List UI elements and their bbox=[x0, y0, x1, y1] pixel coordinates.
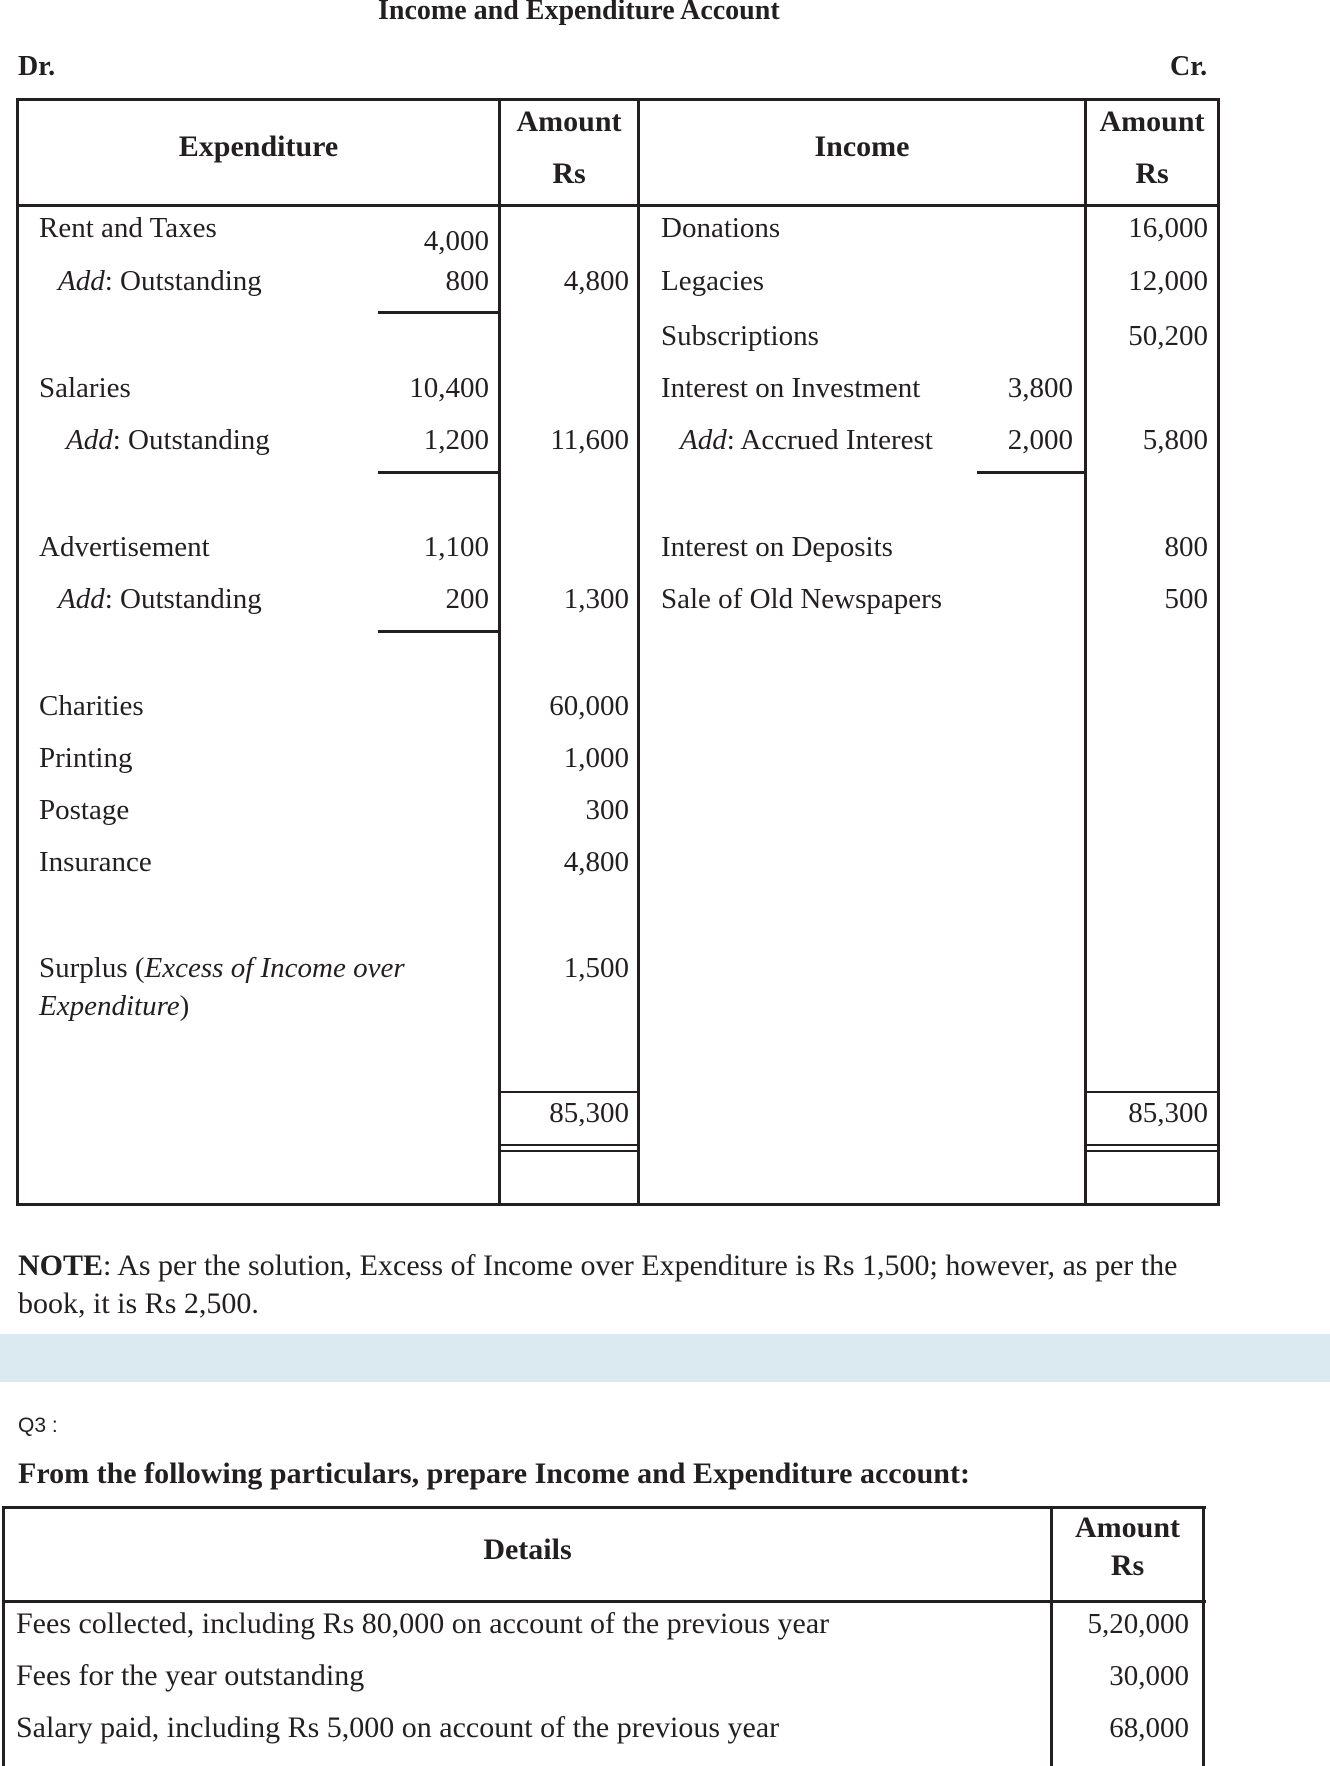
expenditure-row-total: 1,300 bbox=[563, 583, 629, 615]
rs-header: Rs bbox=[1110, 1549, 1145, 1582]
expenditure-row-label: Insurance bbox=[39, 846, 152, 878]
income-add-value: 2,000 bbox=[1007, 424, 1073, 456]
surplus-label-line2 bbox=[39, 988, 189, 1024]
surplus-text: ) bbox=[179, 990, 190, 1022]
income-row-total: 500 bbox=[1164, 583, 1208, 615]
table1-left-border bbox=[16, 98, 19, 1206]
surplus-total: 1,500 bbox=[563, 952, 629, 984]
total-double-rule bbox=[500, 1150, 637, 1152]
table1-col-divider bbox=[637, 98, 640, 1206]
note-line2: book, it is Rs 2,500. bbox=[18, 1287, 259, 1320]
income-row-total: 5,800 bbox=[1142, 424, 1208, 456]
income-row-label: Donations bbox=[661, 212, 781, 244]
subtotal-rule bbox=[378, 630, 498, 633]
expenditure-add-value: 1,200 bbox=[423, 424, 489, 456]
total-double-rule bbox=[500, 1144, 637, 1146]
surplus-italic-text: Expenditure bbox=[39, 990, 180, 1022]
add-text: : Outstanding bbox=[104, 265, 262, 297]
expenditure-row-total: 300 bbox=[585, 794, 629, 826]
table-row-detail: Fees collected, including Rs 80,000 on account of the previous year bbox=[16, 1607, 830, 1640]
table-row-amount: 68,000 bbox=[1109, 1712, 1189, 1744]
income-row-label: Subscriptions bbox=[661, 320, 819, 352]
note-text: : As per the solution, Excess of Income over Expenditure is Rs 1,500; however, as per the bbox=[103, 1249, 1178, 1282]
income-row-label: Interest on Deposits bbox=[661, 531, 893, 563]
total-double-rule bbox=[1086, 1144, 1217, 1146]
table1-right-border bbox=[1217, 98, 1220, 1206]
expenditure-row-total: 11,600 bbox=[550, 424, 629, 456]
income-row-total: 50,200 bbox=[1128, 320, 1208, 352]
amount-header: Amount bbox=[1074, 1511, 1180, 1544]
expenditure-row-total: 60,000 bbox=[549, 690, 629, 722]
table2-header-border bbox=[2, 1600, 1206, 1603]
expenditure-row-label: Postage bbox=[39, 794, 130, 826]
amount-header-right: Amount bbox=[1099, 105, 1205, 138]
surplus-text: Surplus ( bbox=[39, 952, 145, 984]
add-word: Add bbox=[66, 424, 113, 456]
table2-top-border bbox=[2, 1506, 1206, 1509]
expenditure-row-label: Advertisement bbox=[39, 531, 210, 563]
income-row-label: Sale of Old Newspapers bbox=[661, 583, 943, 615]
page-title: Income and Expenditure Account bbox=[378, 0, 780, 26]
add-text: : Outstanding bbox=[112, 424, 270, 456]
table-row-amount: 30,000 bbox=[1109, 1660, 1189, 1692]
expenditure-row-label: Charities bbox=[39, 690, 144, 722]
expenditure-row-value: 10,400 bbox=[409, 372, 489, 404]
expenditure-row-total: 1,000 bbox=[563, 742, 629, 774]
income-header: Income bbox=[814, 130, 910, 163]
amount-header-left: Amount bbox=[516, 105, 622, 138]
expenditure-add-line bbox=[58, 263, 262, 299]
income-row-label: Interest on Investment bbox=[661, 372, 921, 404]
note-line1 bbox=[18, 1248, 1177, 1284]
table2-right-border bbox=[1202, 1506, 1205, 1766]
cr-label: Cr. bbox=[1170, 51, 1208, 82]
income-row-value: 3,800 bbox=[1007, 372, 1073, 404]
rs-header-left: Rs bbox=[552, 157, 586, 190]
expenditure-row-total: 4,800 bbox=[563, 265, 629, 297]
income-row-total: 12,000 bbox=[1128, 265, 1208, 297]
expenditure-row-value: 1,100 bbox=[423, 531, 489, 563]
expenditure-add-value: 200 bbox=[445, 583, 489, 615]
rs-header-right: Rs bbox=[1135, 157, 1169, 190]
total-double-rule bbox=[1086, 1150, 1217, 1152]
total-top-rule bbox=[1086, 1091, 1217, 1093]
expenditure-row-label: Salaries bbox=[39, 372, 131, 404]
total-left: 85,300 bbox=[549, 1097, 629, 1129]
note-label: NOTE bbox=[18, 1249, 104, 1282]
question-number: Q3 : bbox=[18, 1414, 58, 1437]
add-word: Add bbox=[58, 583, 105, 615]
table1-bottom-border bbox=[16, 1203, 1220, 1206]
add-word: Add bbox=[58, 265, 105, 297]
add-text: : Outstanding bbox=[104, 583, 262, 615]
total-top-rule bbox=[500, 1091, 637, 1093]
surplus-italic-text: Excess of Income over bbox=[144, 952, 405, 984]
expenditure-add-line bbox=[58, 581, 262, 617]
surplus-label-line1 bbox=[39, 950, 405, 986]
table-row-amount: 5,20,000 bbox=[1087, 1608, 1189, 1640]
expenditure-row-total: 4,800 bbox=[563, 846, 629, 878]
details-header: Details bbox=[483, 1533, 572, 1566]
expenditure-row-value: 4,000 bbox=[423, 225, 489, 257]
income-add-line bbox=[680, 422, 933, 458]
table-row-detail: Salary paid, including Rs 5,000 on account of the previous year bbox=[16, 1711, 780, 1744]
question-text: From the following particulars, prepare Income and Expenditure account: bbox=[18, 1457, 970, 1490]
add-word: Add bbox=[680, 424, 727, 456]
expenditure-header: Expenditure bbox=[178, 130, 339, 163]
add-text: : Accrued Interest bbox=[726, 424, 933, 456]
table-row-detail: Fees for the year outstanding bbox=[16, 1659, 365, 1692]
total-right: 85,300 bbox=[1128, 1097, 1208, 1129]
income-row-total: 800 bbox=[1164, 531, 1208, 563]
table1-top-border bbox=[16, 98, 1220, 101]
income-row-label: Legacies bbox=[661, 265, 765, 297]
dr-label: Dr. bbox=[18, 51, 56, 82]
expenditure-row-label: Printing bbox=[39, 742, 133, 774]
section-separator-band bbox=[0, 1334, 1330, 1382]
subtotal-rule bbox=[378, 311, 498, 314]
subtotal-rule bbox=[378, 471, 498, 474]
expenditure-row-label: Rent and Taxes bbox=[39, 212, 217, 244]
expenditure-add-value: 800 bbox=[445, 265, 489, 297]
expenditure-add-line bbox=[66, 422, 270, 458]
table1-header-border bbox=[16, 204, 1220, 207]
subtotal-rule bbox=[977, 471, 1084, 474]
income-row-total: 16,000 bbox=[1128, 212, 1208, 244]
